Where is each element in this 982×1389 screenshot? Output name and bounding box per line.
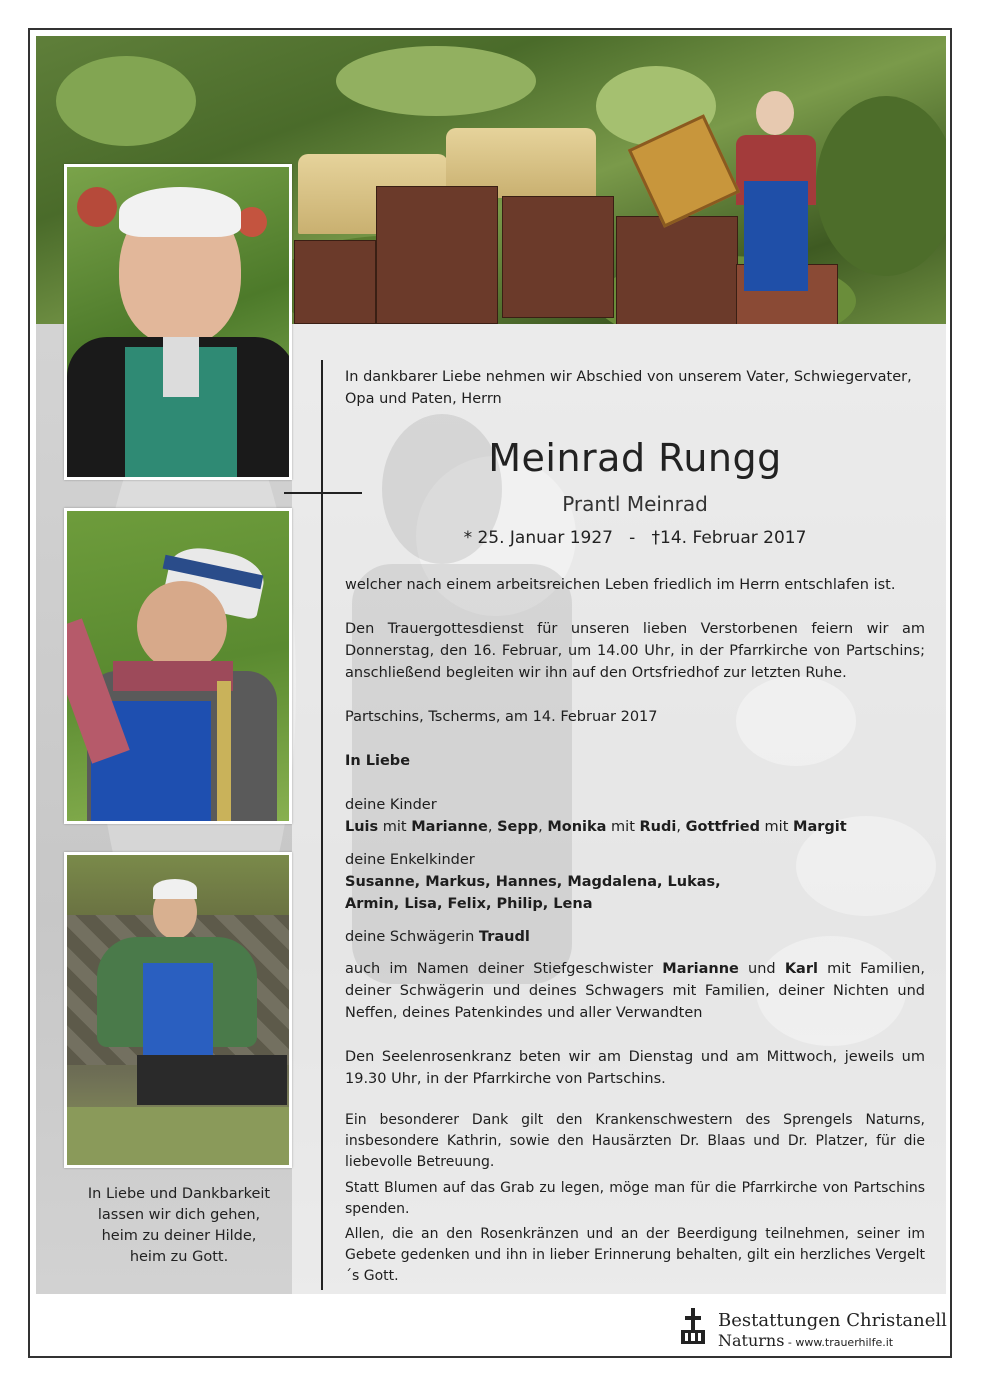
funeral-home-name: Bestattungen Christanell	[718, 1310, 947, 1331]
passing-text: welcher nach einem arbeitsreichen Leben friedlich im Herrn entschlafen ist.	[345, 577, 896, 593]
life-dates: * 25. Januar 1927 - †14. Februar 2017	[463, 528, 807, 548]
memorial-poem	[68, 1184, 290, 1268]
portrait-photo-3	[64, 852, 292, 1168]
poem-line: lassen wir dich gehen,	[97, 1207, 261, 1223]
beekeeper-figure	[726, 91, 826, 301]
funeral-home-town: Naturns - www.trauerhilfe.it	[718, 1331, 894, 1350]
grandchildren-line2: Armin, Lisa, Felix, Philip, Lena	[345, 896, 593, 912]
thanks-text: Ein besonderer Dank gilt den Krankenschwestern des Sprengels Naturns, insbesondere Kathrin, sowie den Hausärzten Dr. Blaas und Dr. Platzer, für die liebevolle Betreuung.	[345, 1112, 925, 1170]
grandchildren-block	[345, 849, 925, 915]
website-link[interactable]: - www.trauerhilfe.it	[784, 1336, 894, 1349]
funeral-home-logo-icon	[681, 1308, 705, 1348]
rosary-text: Den Seelenrosenkranz beten wir am Dienstag und am Mittwoch, jeweils um 19.30 Uhr, in der Pfarrkirche von Partschins.	[345, 1049, 925, 1087]
portrait-photo-1	[64, 164, 292, 480]
grandchildren-label: deine Enkelkinder	[345, 852, 475, 868]
closing-text: Allen, die an den Rosenkränzen und an der Beerdigung teilnehmen, seiner im Gebete gedenken und ihn in lieber Erinnerung behalten, gilt ein herzliches Vergelt´s Gott.	[345, 1226, 925, 1284]
children-names: Luis mit Marianne, Sepp, Monika mit Rudi, Gottfried mit Margit	[345, 819, 847, 835]
portrait-photo-2	[64, 508, 292, 824]
poem-line: heim zu deiner Hilde,	[101, 1228, 257, 1244]
cross-vertical	[321, 360, 323, 1290]
relatives-text: auch im Namen deiner Stiefgeschwister Marianne und Karl mit Familien, deiner Schwägerin und deines Schwagers mit Familien, deiner Nichten und Neffen, deines Patenkindes und aller Verwandten	[345, 961, 925, 1021]
children-label: deine Kinder	[345, 797, 437, 813]
grandchildren-line1: Susanne, Markus, Hannes, Magdalena, Lukas,	[345, 874, 721, 890]
funeral-text: Den Trauergottesdienst für unseren lieben Verstorbenen feiern wir am Donnerstag, den 16. Februar, um 14.00 Uhr, in der Pfarrkirche von Partschins; anschließend begleiten wir ihn auf den Ortsfriedhof zur letzten Ruhe.	[345, 621, 925, 681]
intro-text: In dankbarer Liebe nehmen wir Abschied von unserem Vater, Schwiegervater, Opa und Paten, Herrn	[345, 369, 912, 407]
flowers-text: Statt Blumen auf das Grab zu legen, möge man für die Pfarrkirche von Partschins spenden.	[345, 1180, 925, 1217]
poem-line: In Liebe und Dankbarkeit	[87, 1186, 271, 1202]
in-liebe-heading: In Liebe	[345, 753, 411, 769]
deceased-name: Meinrad Rungg	[488, 436, 782, 480]
children-block	[345, 794, 925, 838]
poem-line: heim zu Gott.	[129, 1249, 229, 1265]
place-date: Partschins, Tscherms, am 14. Februar 2017	[345, 709, 658, 725]
sister-in-law-line: deine Schwägerin Traudl	[345, 929, 530, 945]
deceased-nickname: Prantl Meinrad	[562, 492, 708, 516]
